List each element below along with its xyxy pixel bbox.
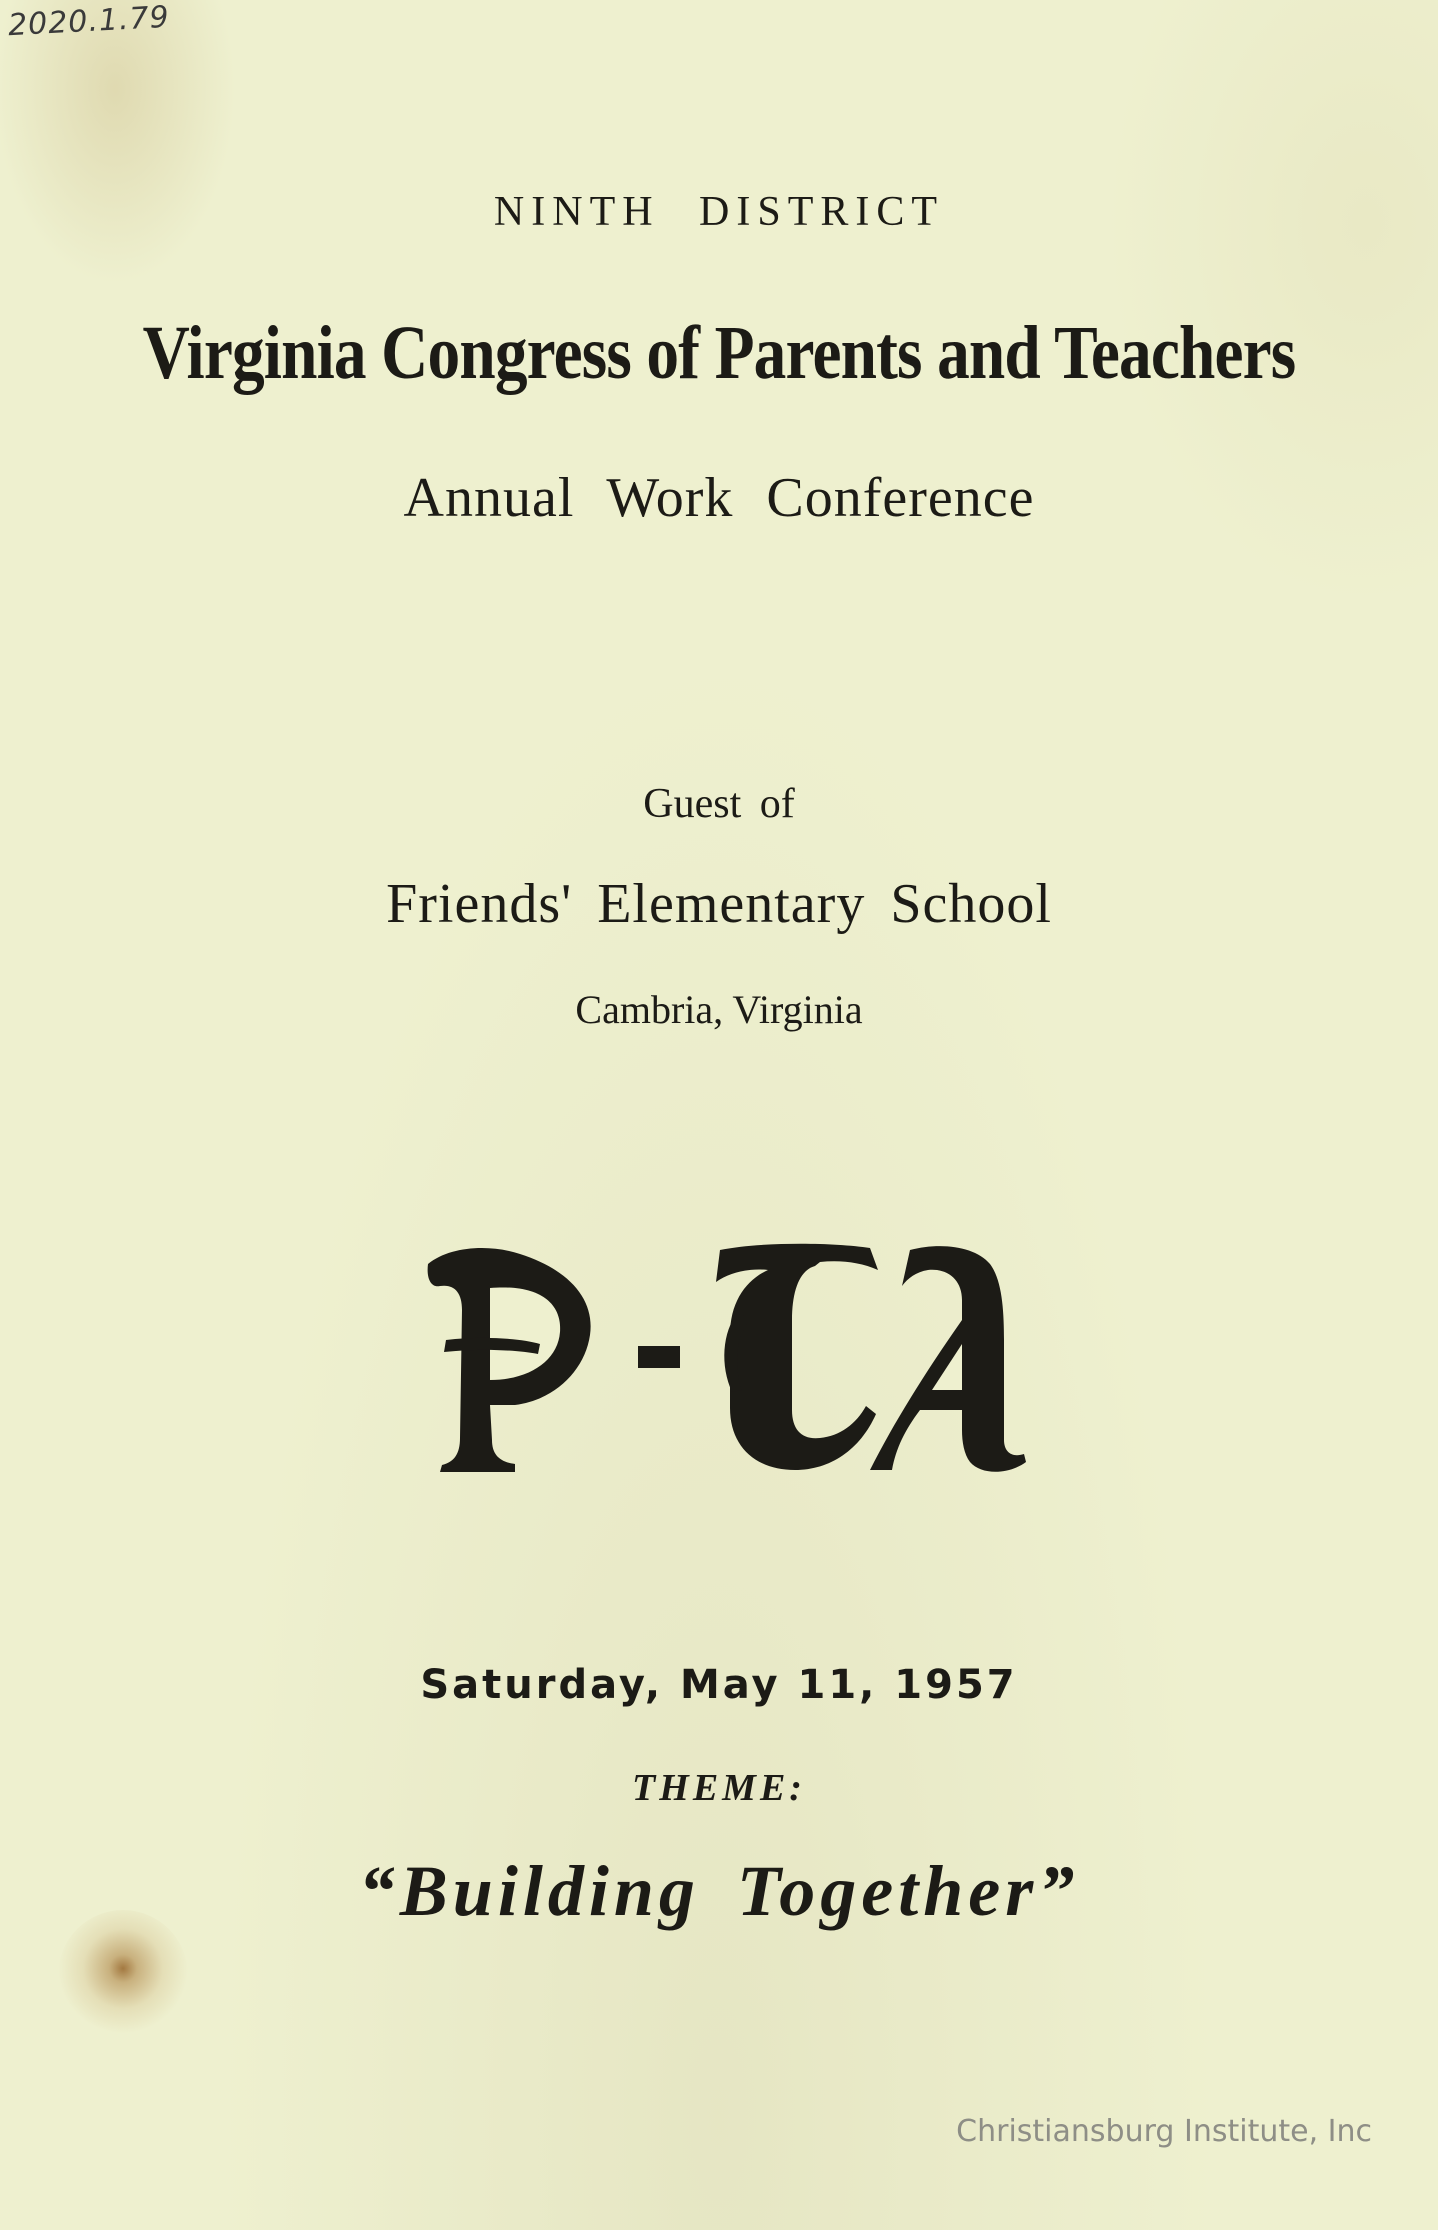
host-location: Cambria, Virginia xyxy=(575,987,863,1032)
logo-hyphen xyxy=(638,1346,680,1368)
pta-logo xyxy=(420,1240,1030,1480)
host-school-name: Friends' Elementary School xyxy=(386,873,1052,935)
organization-title: Virginia Congress of Parents and Teachers xyxy=(142,311,1296,395)
accession-number: 2020.1.79 xyxy=(7,0,171,44)
theme-title: “Building Together” xyxy=(358,1851,1080,1931)
theme-label: THEME: xyxy=(632,1767,806,1809)
event-title: Annual Work Conference xyxy=(403,467,1035,529)
guest-of-label: Guest of xyxy=(643,781,795,827)
logo-letter-t xyxy=(716,1244,878,1470)
district-heading: NINTH DISTRICT xyxy=(493,189,945,235)
logo-letter-p xyxy=(428,1248,591,1472)
watermark-text: Christiansburg Institute, Inc xyxy=(956,2114,1372,2149)
logo-letter-a xyxy=(870,1246,1026,1472)
event-date: Saturday, May 11, 1957 xyxy=(420,1662,1018,1708)
